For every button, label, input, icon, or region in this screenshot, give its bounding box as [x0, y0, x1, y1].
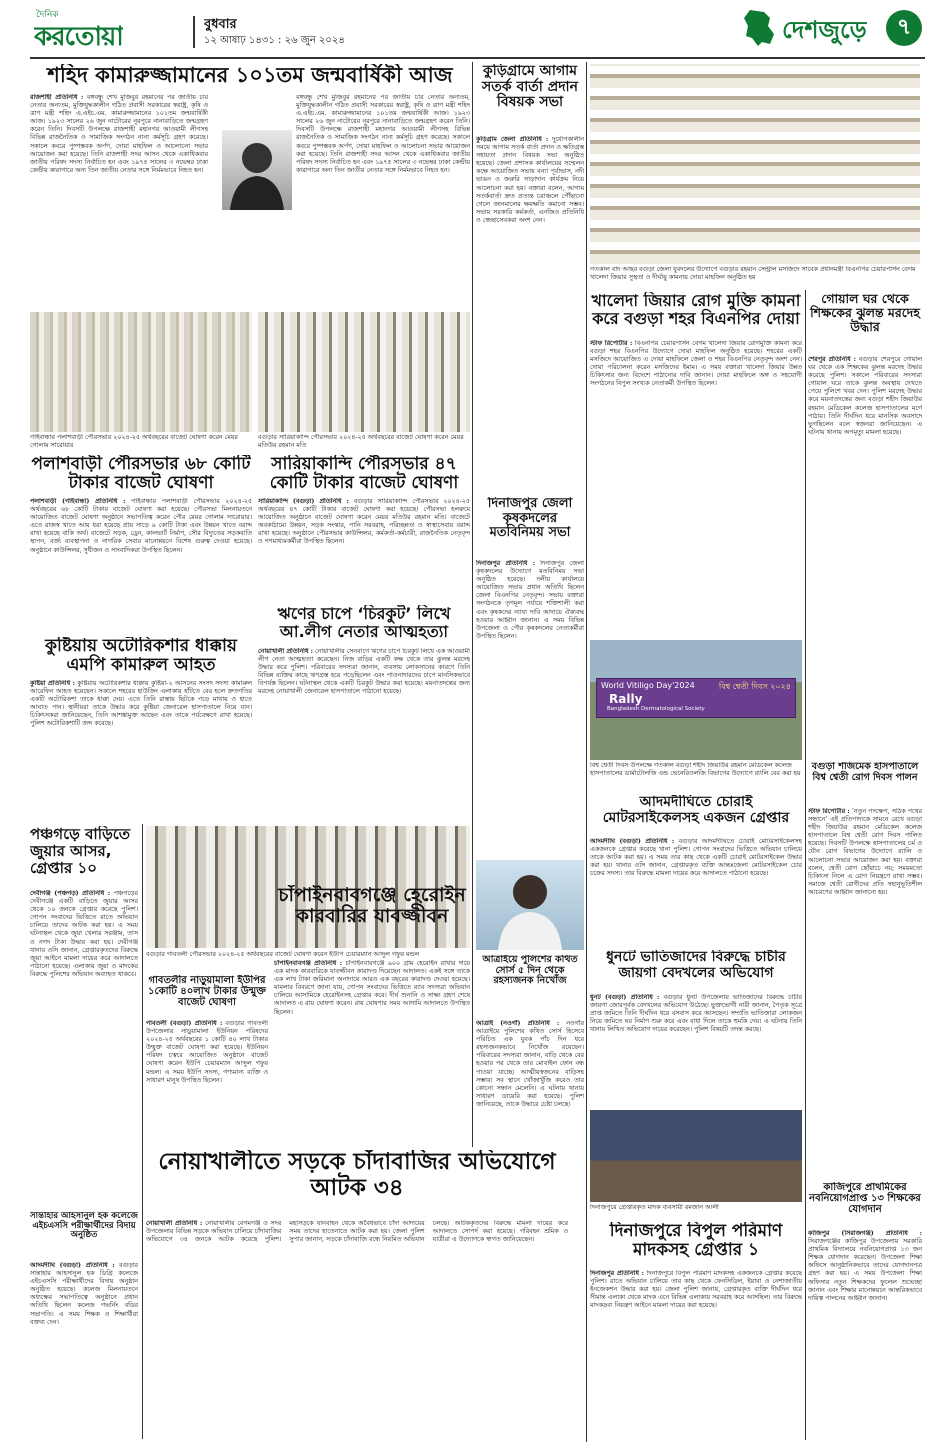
vitiligo-rally-text: Rally — [609, 692, 643, 706]
atrai-text: নওগাঁর আত্রাইয়ে পুলিশের কথিত সোর্স হিসেবে পরিচিত এক যুবক পাঁচ দিন ধরে রহস্যজনকভাবে নিখোঁজ রয়েছেন। পরিবারের সদস্যরা জানান, বাড়ি থেকে বের হওয়ার পর থেকে তার মোবাইল ফোন বন্ধ পাওয়া যাচ্ছে। আত্মীয়স্বজনের বাড়িসহ সম্ভাব্য সব স্থানে খোঁজাখুঁজি করেও তার কোনো সন্ধান মেলেনি। এ ঘটনায় থানায় সাধারণ ডায়েরি করা হয়েছে। পুলিশ জানিয়েছে, তাকে উদ্ধারে চেষ্টা চলছে। — [476, 1020, 584, 1108]
kamaruzzaman-dateline: রাজশাহী প্রতিনিধি : — [30, 94, 84, 101]
dinajpur-farmers-dateline: দিনাজপুর প্রতিনিধি : — [476, 560, 536, 567]
dhunat-dateline: ধুনট (বগুড়া) প্রতিনিধি : — [590, 994, 660, 1001]
kushtia-dateline: কুষ্টিয়া প্রতিনিধি : — [30, 680, 75, 687]
dinajpur-drug-photo-caption: দিনাজপুরে গ্রেপ্তারকৃত মাদক ব্যবসায়ী রমজান আলী — [590, 1204, 719, 1211]
kushtia-text: কুষ্টিয়ায় অটোরিকশার ধাক্কায় কুষ্টিয়া-২ আসনের সংসদ সদস্য কামারুল আরেফিন আহত হয়েছেন। সকালে শহরের হাউজিং এলাকায় হাঁটতে বের হলে দ্রুতগতির একটি অটোরিকশা তাকে ধাক্কা দেয়। এতে তিনি রাস্তায় ছিটকে পড়ে মাথায় ও হাতে আঘাত পান। স্থানীয়রা তাকে উদ্ধার করে কুষ্টিয়া জেনারেল হাসপাতালে নিয়ে যান। চিকিৎসকরা জানিয়েছেন, তিনি আশঙ্কামুক্ত আছেন এবং তাকে পর্যবেক্ষণে রাখা হয়েছে। পুলিশ অটোরিকশাটি জব্দ করেছে। — [30, 680, 252, 728]
kushtia-headline: কুষ্টিয়ায় অটোরিকশার ধাক্কায় এমপি কামারুল আহত — [45, 637, 237, 676]
chapainawabganj-body — [274, 960, 470, 1140]
vitiligo-banner-text-bn: বিশ্ব শ্বেতী দিবস ২০২৪ — [718, 682, 791, 691]
vitiligo-rally-photo — [590, 640, 802, 760]
vitiligo-photo-caption: বিশ্ব শ্বেতী দিবস উপলক্ষে গতকাল বগুড়া শহীদ জিয়াউর রহমান মেডিকেল কলেজ হাসপাতালের ডার্মাটোলজি এন্ড ভেনেরিওলজি বিভাগের উদ্যোগে র‍্যালি বের করা হয় — [590, 762, 801, 777]
sariakandi-body — [258, 498, 470, 598]
dinajpur-drug-body — [590, 1270, 802, 1442]
chapainawabganj-dateline: চাঁপাইনবাবগঞ্জ প্রতিনিধি : — [274, 960, 343, 967]
chapainawabganj-headline: চাঁপাইনবাবগঞ্জে হেরোইন কারবারির যাবজ্জীবন — [278, 885, 466, 928]
atrai-dateline: আত্রাই (নওগাঁ) প্রতিনিধি : — [476, 1020, 560, 1027]
logo: করতোয়া — [34, 22, 123, 52]
rule-center-left — [472, 62, 473, 1147]
sariakandi-photo-caption: বগুড়ার সারিয়াকান্দি পৌরসভার ২০২৪-২৫ অর্থবছরের বাজেট ঘোষণা করেন মেয়র মতিউর রহমান মতি — [258, 434, 464, 449]
vitiligo-banner — [596, 678, 796, 718]
santahar-headline: সান্তাহার আহসানুল হক কলেজে এইচএসসি পরীক্ষার্থীদের বিদায় অনুষ্ঠিত — [30, 1212, 138, 1241]
masthead-divider — [193, 16, 195, 48]
panchagarh-headline: পঞ্চগড়ে বাড়িতে জুয়ার আসর, গ্রেপ্তার ১০ — [30, 826, 131, 877]
dinajpur-drug-text: দিনাজপুরে বিপুল পরিমাণ মাদকসহ একজনকে গ্রেপ্তার করেছে পুলিশ। রাতে অভিযান চালিয়ে তার কাছ থেকে ফেনসিডিল, ইয়াবা ও নেশাজাতীয় ইনজেকশন উদ্ধার করা হয়। জেলা পুলিশ জানায়, গ্রেপ্তারকৃত ব্যক্তি দীর্ঘদিন ধরে সীমান্ত এলাকা থেকে মাদক এনে বিভিন্ন এলাকায় সরবরাহ করে আসছিল। তার বিরুদ্ধে মাদকদ্রব্য নিয়ন্ত্রণ আইনে মামলা দায়ের করা হয়েছে। — [590, 1270, 802, 1310]
bogura-mosque-photo — [590, 64, 920, 264]
section-title: দেশজুড়ে — [782, 16, 867, 44]
kazipur-body — [808, 1230, 922, 1442]
sariakandi-text: বগুড়ার সারিয়াকান্দি পৌরসভার ২০২৪-২৫ অর্থবছরের ৪৭ কোটি টাকার বাজেট ঘোষণা করা হয়েছে। পৌরসভা হলরুমে আয়োজিত অনুষ্ঠানে বাজেট ঘোষণা করেন মেয়র মতিউর রহমান মতি। বাজেটে অবকাঠামো উন্নয়ন, সড়ক সংস্কার, পানি সরবরাহ, পরিচ্ছন্নতা ও স্বাস্থ্যসেবায় বরাদ্দ রাখা হয়েছে। অনুষ্ঠানে পৌরসভার কাউন্সিলর, কর্মকর্তা-কর্মচারী, রাজনৈতিক নেতৃবৃন্দ ও গণমাধ্যমকর্মীরা উপস্থিত ছিলেন। — [258, 498, 470, 546]
atrai-body — [476, 1020, 584, 1440]
motorcycle-text: বগুড়ার আদমদীঘিতে চোরাই মোটরসাইকেলসহ একজনকে গ্রেপ্তার করেছে থানা পুলিশ। গোপন সংবাদের ভিত্তিতে অভিযান চালিয়ে তাকে আটক করা হয়। এ সময় তার কাছ থেকে একটি চোরাই মোটরসাইকেল উদ্ধার করা হয়। থানার ওসি জানান, গ্রেপ্তারকৃত ব্যক্তি আন্তঃজেলা মোটরসাইকেল চোর চক্রের সদস্য। তার বিরুদ্ধে মামলা দায়ের করে আদালতে পাঠানো হয়েছে। — [590, 838, 802, 878]
atrai-headline: আত্রাইয়ে পুলিশের কথিত সোর্স ৫ দিন থেকে রহস্যজনক নিখোঁজ — [482, 955, 578, 987]
khaleda-text: বিএনপির চেয়ারপার্সন বেগম খালেদা জিয়ার রোগমুক্তি কামনা করে বগুড়া শহর বিএনপির উদ্যোগে দোয়া মাহফিল অনুষ্ঠিত হয়েছে। শহরের একটি মসজিদে আয়োজিত এ দোয়া মাহফিলে জেলা ও শহর বিএনপির নেতৃবৃন্দ অংশ নেন। দোয়া পরিচালনা করেন মসজিদের ইমাম। এ সময় বক্তারা খালেদা জিয়ার উন্নত চিকিৎসার জন্য বিদেশে পাঠানোর দাবি জানান। দোয়া মাহফিলে অঙ্গ ও সহযোগী সংগঠনের বিপুল সংখ্যক নেতাকর্মী উপস্থিত ছিলেন। — [590, 340, 802, 388]
motorcycle-body — [590, 838, 802, 946]
gabtali-headline: গাবতলীর নাড়ুয়ামালা ইউপির ১কোটি ৪০লাখ টাকার উন্মুক্ত বাজেট ঘোষণা — [148, 975, 266, 1009]
kazipur-headline: কাজিপুরে প্রাথমিকের নবনিয়োগপ্রাপ্ত ১৩ শিক্ষকের যোগদান — [809, 1182, 921, 1216]
map-icon — [740, 8, 778, 48]
panchagarh-text: পঞ্চগড়ের দেবীগঞ্জে একটি বাড়িতে জুয়ার আসর থেকে ১০ জনকে গ্রেপ্তার করেছে পুলিশ। গোপন সংবাদের ভিত্তিতে রাতে অভিযান চালিয়ে তাদের আটক করা হয়। এ সময় ঘটনাস্থল থেকে জুয়া খেলার সরঞ্জাম, তাস ও নগদ টাকা উদ্ধার করা হয়। দেবীগঞ্জ থানার ওসি জানান, গ্রেপ্তারকৃতদের বিরুদ্ধে জুয়া আইনে মামলা দায়ের করে আদালতে পাঠানো হয়েছে। এলাকায় জুয়া ও মাদকের বিরুদ্ধে পুলিশের অভিযান অব্যাহত থাকবে। — [30, 890, 138, 978]
rule-center-right — [586, 62, 587, 1442]
vitiligo-body — [808, 808, 922, 1178]
santahar-text: বগুড়ার সান্তাহার আহসানুল হক ডিগ্রি কলেজে এইচএসসি পরীক্ষার্থীদের বিদায় অনুষ্ঠান অনুষ্ঠিত হয়েছে। কলেজ মিলনায়তনে অধ্যক্ষের সভাপতিত্বে অনুষ্ঠানে প্রধান অতিথি ছিলেন কলেজ গভর্নিং বডির সভাপতি। এ সময় শিক্ষক ও শিক্ষার্থীরা বক্তব্য দেন। — [30, 1262, 138, 1326]
kamaruzzaman-body — [30, 94, 208, 306]
gabtali-photo-caption: বগুড়ার গাবতলী পৌরসভার ২০২৪-২৫ অর্থবছরের বাজেট ঘোষণা করেন ইউপি চেয়ারম্যান আব্দুল গফুর মন্ডল — [146, 951, 420, 958]
cowshed-text: বগুড়ার শেরপুরে গোয়াল ঘর থেকে এক শিক্ষকের ঝুলন্ত মরদেহ উদ্ধার করেছে পুলিশ। সকালে পরিবারের সদস্যরা গোয়াল ঘরে তাকে ঝুলন্ত অবস্থায় দেখতে পেয়ে পুলিশে খবর দেন। পুলিশ মরদেহ উদ্ধার করে ময়নাতদন্তের জন্য বগুড়া শহীদ জিয়াউর রহমান মেডিকেল কলেজ হাসপাতালের মর্গে পাঠায়। তিনি দীর্ঘদিন ধরে মানসিক অবসাদে ভুগছিলেন বলে স্বজনরা জানিয়েছেন। এ ঘটনায় থানায় অপমৃত্যু মামলা হয়েছে। — [808, 356, 922, 436]
atrai-portrait — [476, 860, 584, 950]
rule-right-inner — [805, 290, 806, 1440]
dinajpur-drug-headline: দিনাজপুরে বিপুল পরিমাণ মাদকসহ গ্রেপ্তার ১ — [609, 1222, 783, 1261]
dinajpur-farmers-headline: দিনাজপুর জেলা কৃষকদলের মতবিনিময় সভা — [487, 497, 573, 541]
dhunat-text: বগুড়ার ধুনট উপজেলায় ভাতিজাদের বিরুদ্ধে চাচীর জায়গা জোরপূর্বক বেদখলের অভিযোগ উঠেছে। ভুক্তভোগী নারী জানান, পৈতৃক সূত্রে প্রাপ্ত জমিতে তিনি দীর্ঘদিন ধরে বসবাস করে আসছেন। সম্প্রতি ভাতিজারা লোকজন নিয়ে জমিতে ঘর নির্মাণ শুরু করে এবং বাধা দিলে তাকে হুমকি দেয়। এ ঘটনায় তিনি থানায় লিখিত অভিযোগ দায়ের করেছেন। পুলিশ বিষয়টি তদন্ত করছে। — [590, 994, 802, 1034]
dinajpur-farmers-body — [476, 560, 584, 850]
santahar-body — [30, 1262, 138, 1442]
motorcycle-dateline: আদমদীঘি (বগুড়া) প্রতিনিধি : — [590, 838, 675, 845]
palashbari-text: গাইবান্ধার পলাশবাড়ী পৌরসভার ২০২৪-২৫ অর্থবছরের ৬৮ কোটি টাকার বাজেট ঘোষণা করা হয়েছে। পৌরসভা মিলনায়তনে আয়োজিত বাজেট ঘোষণা অনুষ্ঠানে সভাপতিত্ব করেন পৌর মেয়র গোলাম সারোয়ার। এতে রাজস্ব খাতে আয় ধরা হয়েছে প্রায় সাড়ে ৯ কোটি টাকা এবং উন্নয়ন খাতে বরাদ্দ রাখা হয়েছে বাকি অর্থ। বাজেটে সড়ক, ড্রেন, কালভার্ট নির্মাণ, সৌর বিদ্যুতের সড়কবাতি স্থাপন, বর্জ্য ব্যবস্থাপনা ও নাগরিক সেবার মানোন্নয়নে বিশেষ গুরুত্ব দেওয়া হয়েছে। অনুষ্ঠানে কাউন্সিলর, সুধীজন ও সাংবাদিকরা উপস্থিত ছিলেন। — [30, 498, 252, 554]
cowshed-body — [808, 356, 922, 756]
noakhali-extortion-dateline: নোয়াখালী প্রতিনিধি : — [146, 1220, 203, 1227]
kushtia-body — [30, 680, 252, 820]
santahar-dateline: আদমদীঘি (বগুড়া) প্রতিনিধি : — [30, 1262, 115, 1269]
rule-left-inner — [142, 824, 143, 1439]
noakhali-suicide-body — [258, 648, 470, 820]
day-label: বুধবার — [204, 17, 237, 32]
bogura-photo-caption: গতকাল বাদ আছর বগুড়া জেলা যুবদলের উদ্যোগে বগুড়ার রহমান সেন্ট্রাল মসজিদে সাবেক প্রধানমন্ত্রী বিএনপির চেয়ারপার্সন বেগম খালেদা জিয়ার সুস্থতা ও দীর্ঘায়ু কামনায় দোয়া মাহফিল অনুষ্ঠিত হয় — [590, 266, 916, 281]
palashbari-photo — [30, 312, 252, 432]
dinajpur-drug-photo — [590, 1110, 802, 1202]
dhunat-headline: ধুনটে ভাতিজাদের বিরুদ্ধে চাচীর জায়গা বেদখলের অভিযোগ — [606, 950, 786, 981]
page-number-text: ৭ — [896, 15, 912, 40]
gabtali-text: বগুড়ার গাবতলী উপজেলার নাড়ুয়ামালা ইউনিয়ন পরিষদের ২০২৪-২৫ অর্থবছরের ১ কোটি ৪০ লাখ টাকার উন্মুক্ত বাজেট ঘোষণা করা হয়েছে। ইউনিয়ন পরিষদ চত্বরে আয়োজিত অনুষ্ঠানে বাজেট ঘোষণা করেন ইউপি চেয়ারম্যান আব্দুল গফুর মন্ডল। এ সময় ইউপি সদস্য, গণ্যমান্য ব্যক্তি ও সাধারণ মানুষ উপস্থিত ছিলেন। — [146, 1020, 268, 1084]
vitiligo-headline: বগুড়া শজিমেক হাসপাতালে বিশ্ব শ্বেতী রোগ দিবস পালন — [811, 762, 919, 783]
palashbari-headline: পলাশবাড়ী পৌরসভার ৬৮ কোটি টাকার বাজেট ঘোষণা — [31, 455, 251, 494]
khaleda-headline: খালেদা জিয়ার রোগ মুক্তি কামনা করে বগুড়া শহর বিএনপির দোয়া — [591, 292, 801, 328]
palashbari-body — [30, 498, 252, 630]
vitiligo-text: ‘নতুন পদক্ষেপ, সঠিক পথের সন্ধানে’ এই প্রতিপাদ্যকে সামনে রেখে বগুড়া শহীদ জিয়াউর রহমান মেডিকেল কলেজ হাসপাতালে বিশ্ব শ্বেতী রোগ দিবস পালিত হয়েছে। দিবসটি উপলক্ষে হাসপাতালের চর্ম ও যৌন রোগ বিভাগের উদ্যোগে র‍্যালি ও আলোচনা সভার আয়োজন করা হয়। বক্তারা বলেন, শ্বেতী রোগ ছোঁয়াচে নয়; সময়মতো চিকিৎসা নিলে এ রোগ নিয়ন্ত্রণে রাখা সম্ভব। সমাজে শ্বেতী রোগীদের প্রতি সহানুভূতিশীল আচরণের আহ্বান জানানো হয়। — [808, 808, 922, 896]
noakhali-suicide-dateline: নোয়াখালী প্রতিনিধি : — [258, 648, 314, 655]
kamaruzzaman-text-cont: বঙ্গবন্ধু শেখ মুজিবুর রহমানের পর জাতীয় চার নেতার অন্যতম, মুক্তিযুদ্ধকালীন গঠিত প্রবাসী সরকারের স্বরাষ্ট্র, কৃষি ও ত্রাণ মন্ত্রী শহিদ এ.এইচ.এম. কামারুজ্জামানের ১০১তম জন্মবার্ষিকী আজ। ১৯২৩ সালের ২৬ জুন নাটোরের নূরপুরে নানাবাড়িতে জন্মগ্রহণ করেন তিনি। দিবসটি উপলক্ষে রাজশাহী মহানগর আওয়ামী লীগসহ বিভিন্ন রাজনৈতিক ও সামাজিক সংগঠন নানা কর্মসূচি গ্রহণ করেছে। সকালে কবরে পুষ্পস্তবক অর্পণ, দোয়া মাহফিল ও আলোচনা সভার আয়োজন করা হয়েছে। তিনি রাজশাহী সদর আসন থেকে একাধিকবার জাতীয় পরিষদ সদস্য নির্বাচিত হন এবং ১৯৭৫ সালের ৩ নভেম্বর ঢাকা কেন্দ্রীয় কারাগারে অন্য তিন জাতীয় নেতার সঙ্গে নির্মমভাবে নিহত হন। — [296, 94, 470, 174]
noakhali-extortion-headline: নোয়াখালীতে সড়কে চাঁদাবাজির অভিযোগে আটক ৩৪ — [158, 1150, 556, 1201]
noakhali-extortion-text: নোয়াখালীর বেগমগঞ্জ ও সদর উপজেলার বিভিন্ন সড়কে অভিযান চালিয়ে চাঁদাবাজির অভিযোগে ৩৪ জনকে আটক করেছে পুলিশ। মহাসড়কে যানবাহন থেকে অবৈধভাবে চাঁদা আদায়ের সময় তাদের হাতেনাতে আটক করা হয়। জেলা পুলিশ সুপার জানান, সড়কে চাঁদাবাজি বন্ধে নিয়মিত অভিযান চলছে। আটককৃতদের বিরুদ্ধে মামলা দায়ের করে আদালতে সোপর্দ করা হয়েছে। পরিবহন শ্রমিক ও যাত্রীরা এ উদ্যোগকে স্বাগত জানিয়েছেন। — [146, 1220, 568, 1244]
sariakandi-dateline: সারিয়াকান্দি (বগুড়া) প্রতিনিধি : — [258, 498, 349, 505]
sariakandi-headline: সারিয়াকান্দি পৌরসভার ৪৭ কোটি টাকার বাজেট ঘোষণা — [269, 455, 459, 494]
khaleda-body — [590, 340, 802, 632]
kazipur-text: সিরাজগঞ্জের কাজিপুর উপজেলায় সরকারি প্রাথমিক বিদ্যালয়ে নবনিয়োগপ্রাপ্ত ১৩ জন শিক্ষক যোগদান করেছেন। উপজেলা শিক্ষা অফিসে আনুষ্ঠানিকভাবে তাদের যোগদানপত্র গ্রহণ করা হয়। এ সময় উপজেলা শিক্ষা অফিসার নতুন শিক্ষকদের ফুলেল শুভেচ্ছা জানান এবং শিক্ষার মানোন্নয়নে আন্তরিকভাবে দায়িত্ব পালনের আহ্বান জানান। — [808, 1238, 922, 1302]
sariakandi-photo — [258, 312, 470, 432]
noakhali-suicide-text: নোয়াখালীর সেনবাগে ঋণের চাপে চিরকুট লিখে এক আওয়ামী লীগ নেতা আত্মহত্যা করেছেন। নিজ বাড়ির একটি কক্ষ থেকে তার ঝুলন্ত মরদেহ উদ্ধার করে পুলিশ। পরিবারের সদস্যরা জানান, ব্যবসায় লোকসানের কারণে তিনি বিভিন্ন ব্যক্তির কাছে ঋণগ্রস্ত হয়ে পড়েছিলেন এবং পাওনাদারদের চাপে মানসিকভাবে বিপর্যস্ত ছিলেন। ঘটনাস্থল থেকে একটি চিরকুট উদ্ধার করা হয়েছে। ময়নাতদন্তের জন্য মরদেহ নোয়াখালী জেনারেল হাসপাতালে পাঠানো হয়েছে। — [258, 648, 470, 696]
gabtali-dateline: গাবতলী (বগুড়া) প্রতিনিধি : — [146, 1020, 223, 1027]
motorcycle-headline: আদমদীঘিতে চোরাই মোটরসাইকেলসহ একজন গ্রেপ্তার — [602, 795, 790, 826]
kurigram-text: দুর্যোগকালীন সময়ে আগাম সতর্ক বার্তা প্রদান ও ক্ষতিগ্রস্ত সহায়তা প্রদান বিষয়ক সভা অনুষ্ঠিত হয়েছে। জেলা প্রশাসক কার্যালয়ের সম্মেলন কক্ষে আয়োজিত সভায় বন্যা পূর্বাভাস, নদী ভাঙন ও জরুরি সাড়াদান কার্যক্রম নিয়ে আলোচনা করা হয়। বক্তারা বলেন, আগাম সতর্কবার্তা দ্রুত প্রত্যন্ত চরাঞ্চলে পৌঁছানো গেলে জানমালের ক্ষয়ক্ষতি কমানো সম্ভব। সভায় সরকারি কর্মকর্তা, এনজিও প্রতিনিধি ও স্বেচ্ছাসেবকরা অংশ নেন। — [476, 136, 584, 224]
date-label: ১২ আষাঢ় ১৪৩১ : ২৬ জুন ২০২৪ — [204, 35, 345, 46]
palashbari-photo-caption: গাইবান্ধার পলাশবাড়ী পৌরসভার ২০২৪-২৫ অর্থবছরের বাজেট ঘোষণা করেন মেয়র গোলাম সারোয়ার — [30, 434, 238, 449]
kurigram-body — [476, 136, 584, 491]
kamaruzzaman-headline: শহিদ কামারুজ্জামানের ১০১তম জন্মবার্ষিকী আজ — [47, 64, 453, 87]
vitiligo-society-text: Bangladesh Dermatological Society — [607, 706, 705, 712]
noakhali-suicide-headline: ঋণের চাপে ‘চিরকুট’ লিখে আ.লীগ নেতার আত্মহত্যা — [277, 605, 451, 641]
kurigram-dateline: কুড়িগ্রাম জেলা প্রতিনিধি : — [476, 136, 549, 143]
vitiligo-dateline: স্টাফ রিপোর্টার : — [808, 808, 850, 815]
kamaruzzaman-body-cont — [212, 94, 470, 306]
dinajpur-drug-dateline: দিনাজপুর প্রতিনিধি : — [590, 1270, 645, 1277]
khaleda-dateline: স্টাফ রিপোর্টার : — [590, 340, 633, 347]
chapainawabganj-text: চাঁপাইনবাবগঞ্জে ৯০০ গ্রাম হেরোইন রাখার দায়ে এক মাদক কারবারিকে যাবজ্জীবন কারাদণ্ড দিয়েছেন আদালত। একই সঙ্গে তাকে এক লাখ টাকা জরিমানা অনাদায়ে আরও এক বছরের কারাদণ্ড দেওয়া হয়েছে। মামলার বিবরণে জানা যায়, গোপন সংবাদের ভিত্তিতে র‍্যাব সদস্যরা অভিযান চালিয়ে আসামিকে হেরোইনসহ গ্রেপ্তার করে। দীর্ঘ শুনানি ও সাক্ষ্য গ্রহণ শেষে আদালত এ রায় ঘোষণা করেন। রায় ঘোষণার সময় আসামি আদালতে উপস্থিত ছিলেন। — [274, 960, 470, 1016]
dinajpur-farmers-text: দিনাজপুর জেলা কৃষকদলের উদ্যোগে মতবিনিময় সভা অনুষ্ঠিত হয়েছে। দলীয় কার্যালয়ে আয়োজিত সভায় প্রধান অতিথি ছিলেন জেলা বিএনপির নেতৃবৃন্দ। সভায় বক্তারা সংগঠনকে তৃণমূল পর্যায়ে শক্তিশালী করা এবং কৃষকদের ন্যায্য দাবি আদায়ে ঐক্যবদ্ধ হওয়ার আহ্বান জানান। এ সময় বিভিন্ন উপজেলা ও পৌর কৃষকদলের নেতাকর্মীরা উপস্থিত ছিলেন। — [476, 560, 584, 640]
logo-small: দৈনিক — [36, 10, 59, 20]
cowshed-headline: গোয়াল ঘর থেকে শিক্ষকের ঝুলন্ত মরদেহ উদ্ধার — [810, 292, 920, 334]
masthead-rule — [30, 57, 925, 59]
masthead — [0, 0, 945, 60]
kamaruzzaman-text: বঙ্গবন্ধু শেখ মুজিবুর রহমানের পর জাতীয় চার নেতার অন্যতম, মুক্তিযুদ্ধকালীন গঠিত প্রবাসী সরকারের স্বরাষ্ট্র, কৃষি ও ত্রাণ মন্ত্রী শহিদ এ.এইচ.এম. কামারুজ্জামানের ১০১তম জন্মবার্ষিকী আজ। ১৯২৩ সালের ২৬ জুন নাটোরের নূরপুরে নানাবাড়িতে জন্মগ্রহণ করেন তিনি। দিবসটি উপলক্ষে রাজশাহী মহানগর আওয়ামী লীগসহ বিভিন্ন রাজনৈতিক ও সামাজিক সংগঠন নানা কর্মসূচি গ্রহণ করেছে। সকালে কবরে পুষ্পস্তবক অর্পণ, দোয়া মাহফিল ও আলোচনা সভার আয়োজন করা হয়েছে। তিনি রাজশাহী সদর আসন থেকে একাধিকবার জাতীয় পরিষদ সদস্য নির্বাচিত হন এবং ১৯৭৫ সালের ৩ নভেম্বর ঢাকা কেন্দ্রীয় কারাগারে অন্য তিন জাতীয় নেতার সঙ্গে নির্মমভাবে নিহত হন। — [30, 94, 208, 174]
kazipur-dateline: কাজিপুর (সিরাজগঞ্জ) প্রতিনিধি : — [808, 1230, 922, 1237]
vitiligo-banner-text: World Vitiligo Day'2024 — [601, 681, 695, 690]
palashbari-dateline: পলাশবাড়ী (গাইবান্ধা) প্রতিনিধি : — [30, 498, 126, 505]
panchagarh-dateline: দেবীগঞ্জ (পঞ্চগড়) প্রতিনিধি : — [30, 890, 111, 897]
page-number — [886, 10, 922, 46]
dhunat-body — [590, 994, 802, 1106]
kurigram-headline: কুড়িগ্রামে আগাম সতর্ক বার্তা প্রদান বিষয়ক সভা — [482, 64, 578, 111]
panchagarh-body — [30, 890, 138, 1205]
cowshed-dateline: শেরপুর প্রতিনিধি : — [808, 356, 856, 363]
